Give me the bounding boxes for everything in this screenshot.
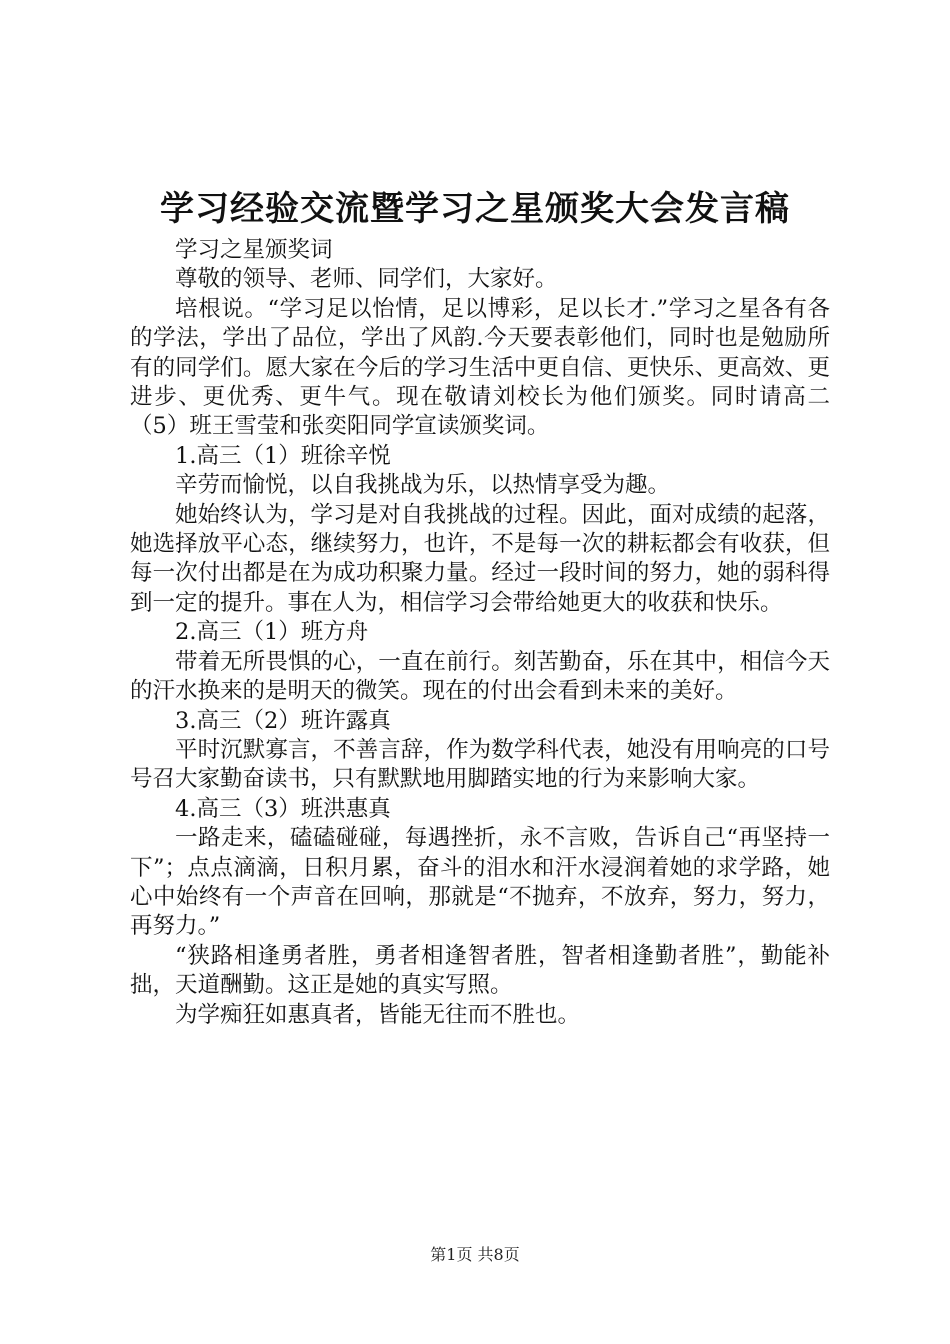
paragraph-awardee-4-closing: 为学痴狂如惠真者，皆能无往而不胜也。 [175,1001,581,1028]
paragraph-awardee-1-text: 她始终认为，学习是对自我挑战的过程。因此，面对成绩的起落，她选择放平心态，继续努力，也许，不是每一次的耕耘都会有收获，但每一次付出都是在为成功积聚力量。经过一段时间的努力，她的弱科得到一定的提升。事在人为，相信学习会带给她更大的收获和快乐。 [130,501,830,616]
paragraph-awardee-2-text: 带着无所畏惧的心，一直在前行。刻苦勤奋，乐在其中，相信今天的汗水换来的是明天的微笑。现在的付出会看到未来的美好。 [130,648,830,705]
paragraph-awardee-3-heading: 3.高三（2）班许露真 [175,707,391,734]
page-footer: 第1页 共8页 [430,1245,520,1264]
paragraph-awardee-4-quote: “狭路相逢勇者胜，勇者相逢智者胜，智者相逢勤者胜”，勤能补拙，天道酬勤。这正是她的真实写照。 [130,942,830,999]
paragraph-awardee-1-motto: 辛劳而愉悦，以自我挑战为乐，以热情享受为趣。 [175,472,671,499]
document-body [130,236,830,1030]
paragraph-awardee-3-text: 平时沉默寡言，不善言辞，作为数学科代表，她没有用响亮的口号号召大家勤奋读书，只有默默地用脚踏实地的行为来影响大家。 [130,736,830,793]
paragraph-awardee-4-heading: 4.高三（3）班洪惠真 [175,795,391,822]
paragraph-greeting: 尊敬的领导、老师、同学们，大家好。 [175,266,558,293]
paragraph-awardee-1-heading: 1.高三（1）班徐辛悦 [175,442,391,469]
paragraph-awardee-4-text: 一路走来，磕磕碰碰，每遇挫折，永不言败，告诉自己“再坚持一下”；点点滴滴，日积月累，奋斗的泪水和汗水浸润着她的求学路，她心中始终有一个声音在回响，那就是“不抛弃，不放弃，努力，努力，再努力。” [130,825,830,940]
paragraph-award-heading: 学习之星颁奖词 [175,237,333,263]
paragraph-intro: 培根说。“学习足以怡情，足以博彩，足以长才.”学习之星各有各的学法，学出了品位，学出了风韵.今天要表彰他们，同时也是勉励所有的同学们。愿大家在今后的学习生活中更自信、更快乐、更高效、更进步、更优秀、更牛气。现在敬请刘校长为他们颁奖。同时请高二（5）班王雪莹和张奕阳同学宣读颁奖词。 [130,295,830,440]
document-title: 学习经验交流暨学习之星颁奖大会发言稿 [160,189,790,229]
paragraph-awardee-2-heading: 2.高三（1）班方舟 [175,619,369,646]
